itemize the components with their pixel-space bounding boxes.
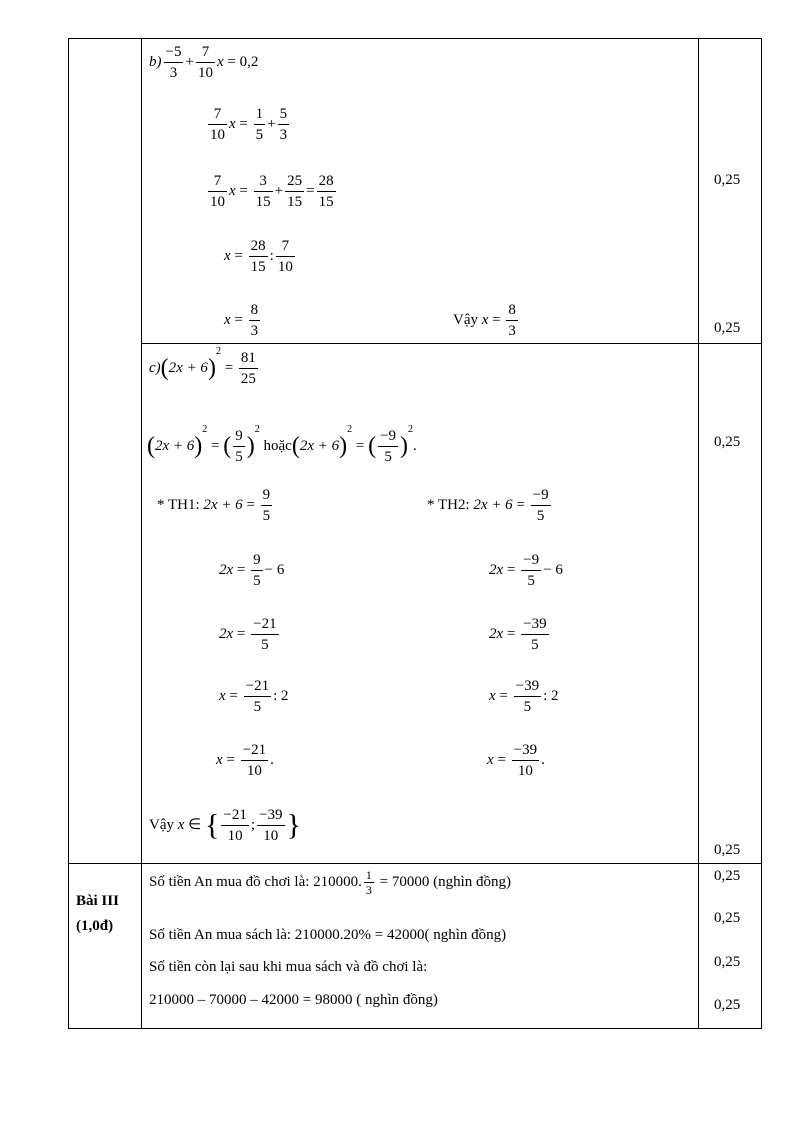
part-c-split: $(2x + 6)^2$ = ( $\frac{9}{5}$ )$^2$ hoặc(2x + 6)$^2$ = ( $\frac{-9}{5}$ )$^2$. xyxy=(147,424,417,466)
bai3-line1: Số tiền An mua đồ chơi là: 210000. $\frac{1}{3}$ = 70000 (nghìn đồng) xyxy=(149,868,512,897)
score-value: 0,25 xyxy=(714,910,741,926)
column-divider-right xyxy=(698,38,699,1029)
bai3-line4: 210000 – 70000 – 42000 = 98000 ( nghìn đồng) xyxy=(149,992,438,1008)
score-value: 0,25 xyxy=(714,172,741,188)
score-value: 0,25 xyxy=(714,842,741,858)
case2-step4: x = $\frac{-39}{5}$ : 2 xyxy=(489,678,559,715)
part-b-line5: x = $\frac{8}{3}$ xyxy=(224,302,259,339)
case2-step5: x = $\frac{-39}{10}$ . xyxy=(487,742,545,779)
part-b-line4: x = $\frac{28}{15}$ : $\frac{7}{10}$ xyxy=(224,238,293,275)
part-c-conclusion: Vậy x ∈ { $\frac{-21}{10}$ ; $\frac{-39}{10}$ } xyxy=(149,807,301,844)
case1-step1: * TH1: 2x + 6 = $\frac{9}{5}$ xyxy=(157,487,271,524)
case1-step3: 2x = $\frac{-21}{5}$ xyxy=(219,616,277,653)
case2-step3: 2x = $\frac{-39}{5}$ xyxy=(489,616,547,653)
section-title: Bài III xyxy=(76,893,119,909)
case1-step2: 2x = $\frac{9}{5}$ − 6 xyxy=(219,552,285,589)
section-points: (1,0đ) xyxy=(76,918,114,934)
case2-step1: * TH2: 2x + 6 = $\frac{-9}{5}$ xyxy=(427,487,549,524)
column-divider-left xyxy=(141,38,142,1029)
part-b-line2: $\frac{7}{10}$ x = $\frac{1}{5}$ + $\frac{5}{3}$ xyxy=(210,106,288,143)
score-value: 0,25 xyxy=(714,997,741,1013)
part-c-label: c) xyxy=(149,360,161,376)
case2-step2: 2x = $\frac{-9}{5}$ − 6 xyxy=(489,552,563,589)
row-divider-bc xyxy=(141,343,762,344)
case1-step4: x = $\frac{-21}{5}$ : 2 xyxy=(219,678,289,715)
score-value: 0,25 xyxy=(714,954,741,970)
case1-step5: x = $\frac{-21}{10}$ . xyxy=(216,742,274,779)
score-value: 0,25 xyxy=(714,434,741,450)
row-divider-bai3 xyxy=(68,863,762,864)
bai3-line3: Số tiền còn lại sau khi mua sách và đồ chơi là: xyxy=(149,959,428,975)
part-b-conclusion: Vậy x = $\frac{8}{3}$ xyxy=(453,302,516,339)
part-c-line1: $c)(2x + 6)^2$ = $\frac{81}{25}$ xyxy=(149,346,256,388)
part-b-line1: b) $\frac{-5}{3}$ + $\frac{7}{10}$ x = 0,2 xyxy=(149,44,259,81)
part-b-line3: $\frac{7}{10}$ x = $\frac{3}{15}$ + $\frac{25}{15}$ = $\frac{28}{15}$ xyxy=(210,173,334,210)
score-value: 0,25 xyxy=(714,868,741,884)
part-b-label: b) xyxy=(149,53,162,70)
fraction: $\frac{-5}{3}$ xyxy=(165,44,182,81)
score-value: 0,25 xyxy=(714,320,741,336)
bai3-line2: Số tiền An mua sách là: 210000.20% = 42000( nghìn đồng) xyxy=(149,927,507,943)
fraction: $\frac{7}{10}$ xyxy=(197,44,213,81)
